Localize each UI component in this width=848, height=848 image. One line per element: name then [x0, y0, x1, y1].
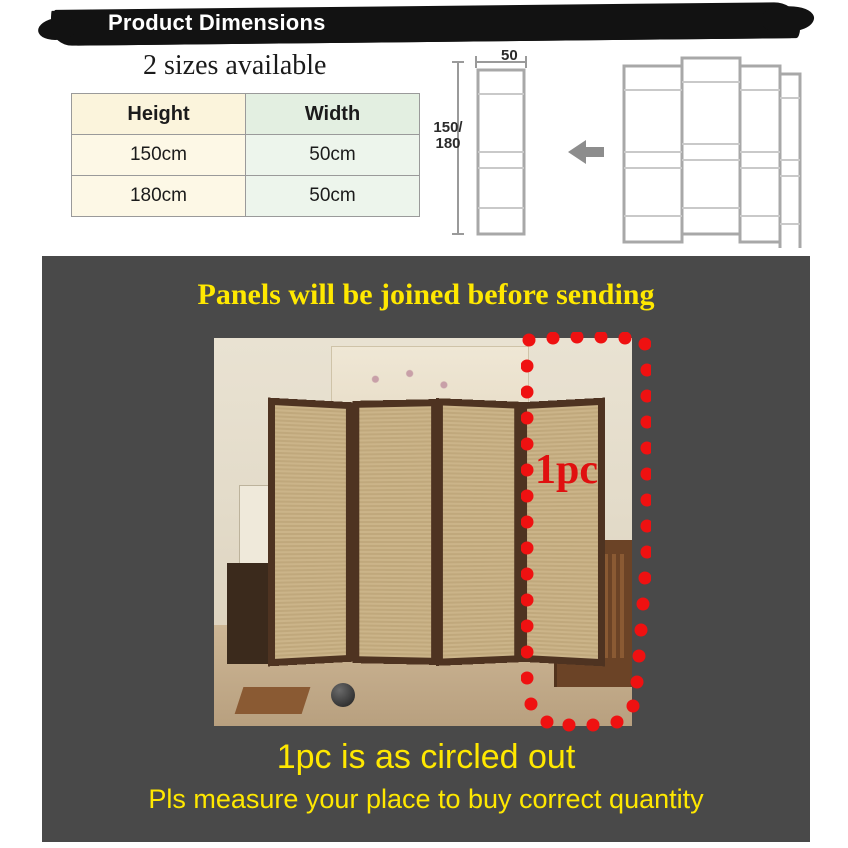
- cell-height-2: 180cm: [72, 176, 246, 217]
- dimension-diagram: [428, 48, 808, 248]
- header-banner: [52, 2, 796, 46]
- height-dimension-line1: 150/: [433, 119, 463, 136]
- divider-panel: [352, 399, 437, 665]
- divider-panel: [520, 398, 604, 667]
- caption-main: 1pc is as circled out: [276, 738, 576, 776]
- width-dimension-label: 50: [501, 47, 518, 64]
- left-arrow-icon: [568, 140, 604, 164]
- joined-note: Panels will be joined before sending: [197, 278, 655, 311]
- table-row: [72, 176, 420, 217]
- height-dimension-line2: 180: [435, 134, 461, 152]
- divider-panel: [268, 398, 352, 667]
- cell-width-2: 50cm: [246, 176, 420, 217]
- table-row: [72, 135, 420, 176]
- divider-panel: [435, 398, 520, 666]
- column-header-width: Width: [246, 94, 420, 135]
- caption-sub: Pls measure your place to buy correct quantity: [148, 784, 704, 814]
- column-header-height: Height: [72, 94, 246, 135]
- one-pc-label: 1pc: [535, 447, 598, 493]
- info-card: [42, 256, 810, 842]
- photo-floor-mat: [235, 687, 311, 714]
- photo-room-divider: [268, 400, 602, 664]
- cell-width-1: 50cm: [246, 135, 420, 176]
- size-table: [71, 93, 420, 217]
- diagram-svg: [428, 48, 808, 248]
- sizes-heading: 2 sizes available: [143, 50, 327, 81]
- table-header-row: [72, 94, 420, 135]
- cell-height-1: 150cm: [72, 135, 246, 176]
- photo-decor-ball: [331, 683, 355, 707]
- height-dimension-label: [430, 120, 466, 152]
- page-title: Product Dimensions: [108, 10, 326, 35]
- product-photo: [214, 338, 632, 726]
